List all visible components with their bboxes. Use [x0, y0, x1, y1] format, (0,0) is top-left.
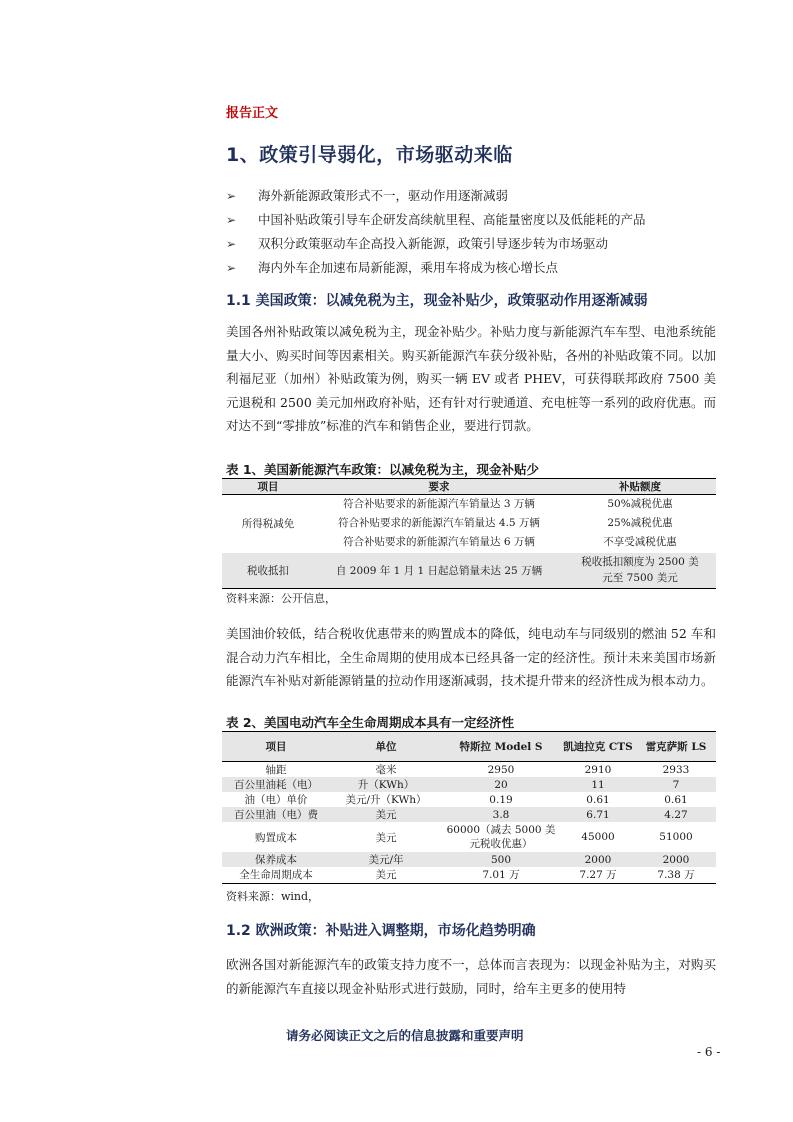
- lifecycle-cost-table: [222, 731, 716, 884]
- table-cell: 符合补贴要求的新能源汽车销量达 6 万辆: [343, 536, 535, 549]
- table-cell: 税收抵扣: [247, 564, 289, 577]
- table-cell: 25%减税优惠: [607, 517, 673, 530]
- table-cell: 4.27: [664, 808, 688, 821]
- table-cell: 不享受减税优惠: [603, 536, 677, 549]
- table-cell: 美元: [375, 869, 397, 882]
- table-cell: 百公里油耗（电）: [234, 779, 318, 791]
- table-cell: 7.01 万: [482, 869, 520, 882]
- table-row: [222, 762, 716, 778]
- table-header: 凯迪拉克 CTS: [563, 741, 633, 753]
- table-1-source: 资料来源：公开信息，: [226, 592, 336, 605]
- list-item: ➢ 海内外车企加速布局新能源，乘用车将成为核心增长点: [226, 260, 559, 275]
- table-cell: 0.61: [586, 793, 610, 806]
- table-header: 项目: [265, 741, 287, 753]
- table-cell: 20: [494, 778, 508, 791]
- table-cell: 7.27 万: [579, 869, 617, 882]
- arrow-bullet-icon: ➢: [226, 237, 237, 251]
- table-cell: 符合补贴要求的新能源汽车销量达 4.5 万辆: [338, 517, 540, 530]
- table-cell: 7.38 万: [657, 869, 695, 882]
- table-cell: 60000（减去 5000 美元税收优惠）: [446, 824, 556, 850]
- table-cell: 45000: [581, 831, 615, 843]
- table-header: 特斯拉 Model S: [459, 741, 543, 753]
- list-item: ➢ 双积分政策驱动车企高投入新能源，政策引导逐步转为市场驱动: [226, 236, 609, 251]
- table-cell: 2933: [662, 763, 690, 776]
- table-2-title: 表 2、美国电动汽车全生命周期成本具有一定经济性: [226, 715, 515, 730]
- table-1-title: 表 1、美国新能源汽车政策：以减免税为主，现金补贴少: [226, 462, 540, 477]
- table-cell: 元至 7500 美元: [602, 572, 678, 585]
- table-cell: 2000: [662, 853, 690, 866]
- table-cell: 保养成本: [255, 854, 297, 866]
- table-cell: 6.71: [586, 808, 610, 821]
- us-cost-paragraph: 美国油价较低，结合税收优惠带来的购置成本的降低，纯电动车与同级别的燃油 52 车和混合动力汽车相比，全生命周期的使用成本已经具备一定的经济性。预计未来美国市场新能源汽车补贴对新能源销量的拉动作用逐渐减弱，技术提升带来的经济性成为根本动力。: [226, 626, 716, 688]
- table-cell: 美元/升（KWh）: [345, 794, 427, 806]
- report-section-label: 报告正文: [226, 106, 279, 121]
- table-cell: 自 2009 年 1 月 1 日起总销量未达 25 万辆: [335, 564, 543, 577]
- table-row: [222, 792, 716, 807]
- table-row: [222, 807, 716, 822]
- table-row: [222, 852, 716, 867]
- table-cell: 51000: [659, 831, 693, 843]
- table-header: 补贴额度: [619, 481, 661, 493]
- table-header: 要求: [428, 481, 450, 493]
- table-cell: 购置成本: [255, 831, 297, 844]
- table-header: 雷克萨斯 LS: [645, 741, 707, 753]
- table-cell: 美元: [375, 809, 397, 821]
- table-cell: 轴距: [265, 764, 287, 776]
- arrow-bullet-icon: ➢: [226, 261, 237, 275]
- table-cell: 500: [490, 853, 512, 866]
- table-header: 项目: [257, 481, 279, 493]
- table-row: [222, 867, 716, 883]
- table-cell: 7: [672, 778, 680, 791]
- key-points-list: [226, 184, 646, 280]
- table-cell: 3.8: [492, 808, 510, 821]
- table-cell: 美元: [375, 831, 397, 844]
- page-number: - 6 -: [697, 1045, 721, 1059]
- table-cell: 税收抵扣额度为 2500 美: [581, 556, 699, 569]
- disclaimer-note: 请务必阅读正文之后的信息披露和重要声明: [286, 1028, 524, 1043]
- table-cell: 油（电）单价: [244, 794, 308, 806]
- table-row: [222, 777, 716, 792]
- table-cell: 所得税减免: [241, 518, 295, 531]
- table-header: 单位: [375, 741, 397, 753]
- section-1-2-heading: 1.2 欧洲政策：补贴进入调整期，市场化趋势明确: [226, 923, 536, 939]
- arrow-bullet-icon: ➢: [226, 189, 237, 203]
- table-2-source: 资料来源：wind，: [226, 890, 320, 903]
- table-cell: 全生命周期成本: [239, 869, 313, 882]
- table-cell: 符合补贴要求的新能源汽车销量达 3 万辆: [343, 498, 535, 511]
- table-cell: 毫米: [375, 764, 397, 776]
- table-cell: 2910: [584, 763, 612, 776]
- section-1-heading: 1、政策引导弱化，市场驱动来临: [226, 144, 513, 166]
- section-1-1-heading: 1.1 美国政策：以减免税为主，现金补贴少，政策驱动作用逐渐减弱: [226, 293, 648, 309]
- table-row: [222, 822, 716, 852]
- table-cell: 美元/年: [368, 854, 404, 866]
- arrow-bullet-icon: ➢: [226, 213, 237, 227]
- eu-policy-paragraph: 欧洲各国对新能源汽车的政策支持力度不一，总体而言表现为：以现金补贴为主，对购买的新能源汽车直接以现金补贴形式进行鼓励，同时，给车主更多的使用特: [226, 957, 716, 996]
- list-item: ➢ 中国补贴政策引导车企研发高续航里程、高能量密度以及低能耗的产品: [226, 212, 646, 227]
- table-cell: 0.19: [489, 793, 513, 806]
- table-cell: 2950: [487, 763, 515, 776]
- us-policy-paragraph: 美国各州补贴政策以减免税为主，现金补贴少。补贴力度与新能源汽车车型、电池系统能量大小、购买时间等因素相关。购买新能源汽车获分级补贴，各州的补贴政策不同。以加利福尼亚（加州）补贴政策为例，购买一辆 EV 或者 PHEV，可获得联邦政府 7500 美元退税和 2500 美元加州政府补贴，还有针对行驶通道、充电桩等一系列的政府优惠。而对达不到“零排放”标准的汽车和销售企业，要进行罚款。: [226, 324, 716, 433]
- list-item: ➢ 海外新能源政策形式不一，驱动作用逐渐减弱: [226, 188, 509, 203]
- table-cell: 百公里油（电）费: [234, 809, 318, 821]
- us-policy-table: [222, 478, 716, 589]
- table-cell: 0.61: [664, 793, 688, 806]
- table-cell: 升（KWh）: [357, 779, 415, 791]
- table-cell: 50%减税优惠: [607, 498, 673, 511]
- table-cell: 2000: [584, 853, 612, 866]
- table-cell: 11: [591, 778, 605, 791]
